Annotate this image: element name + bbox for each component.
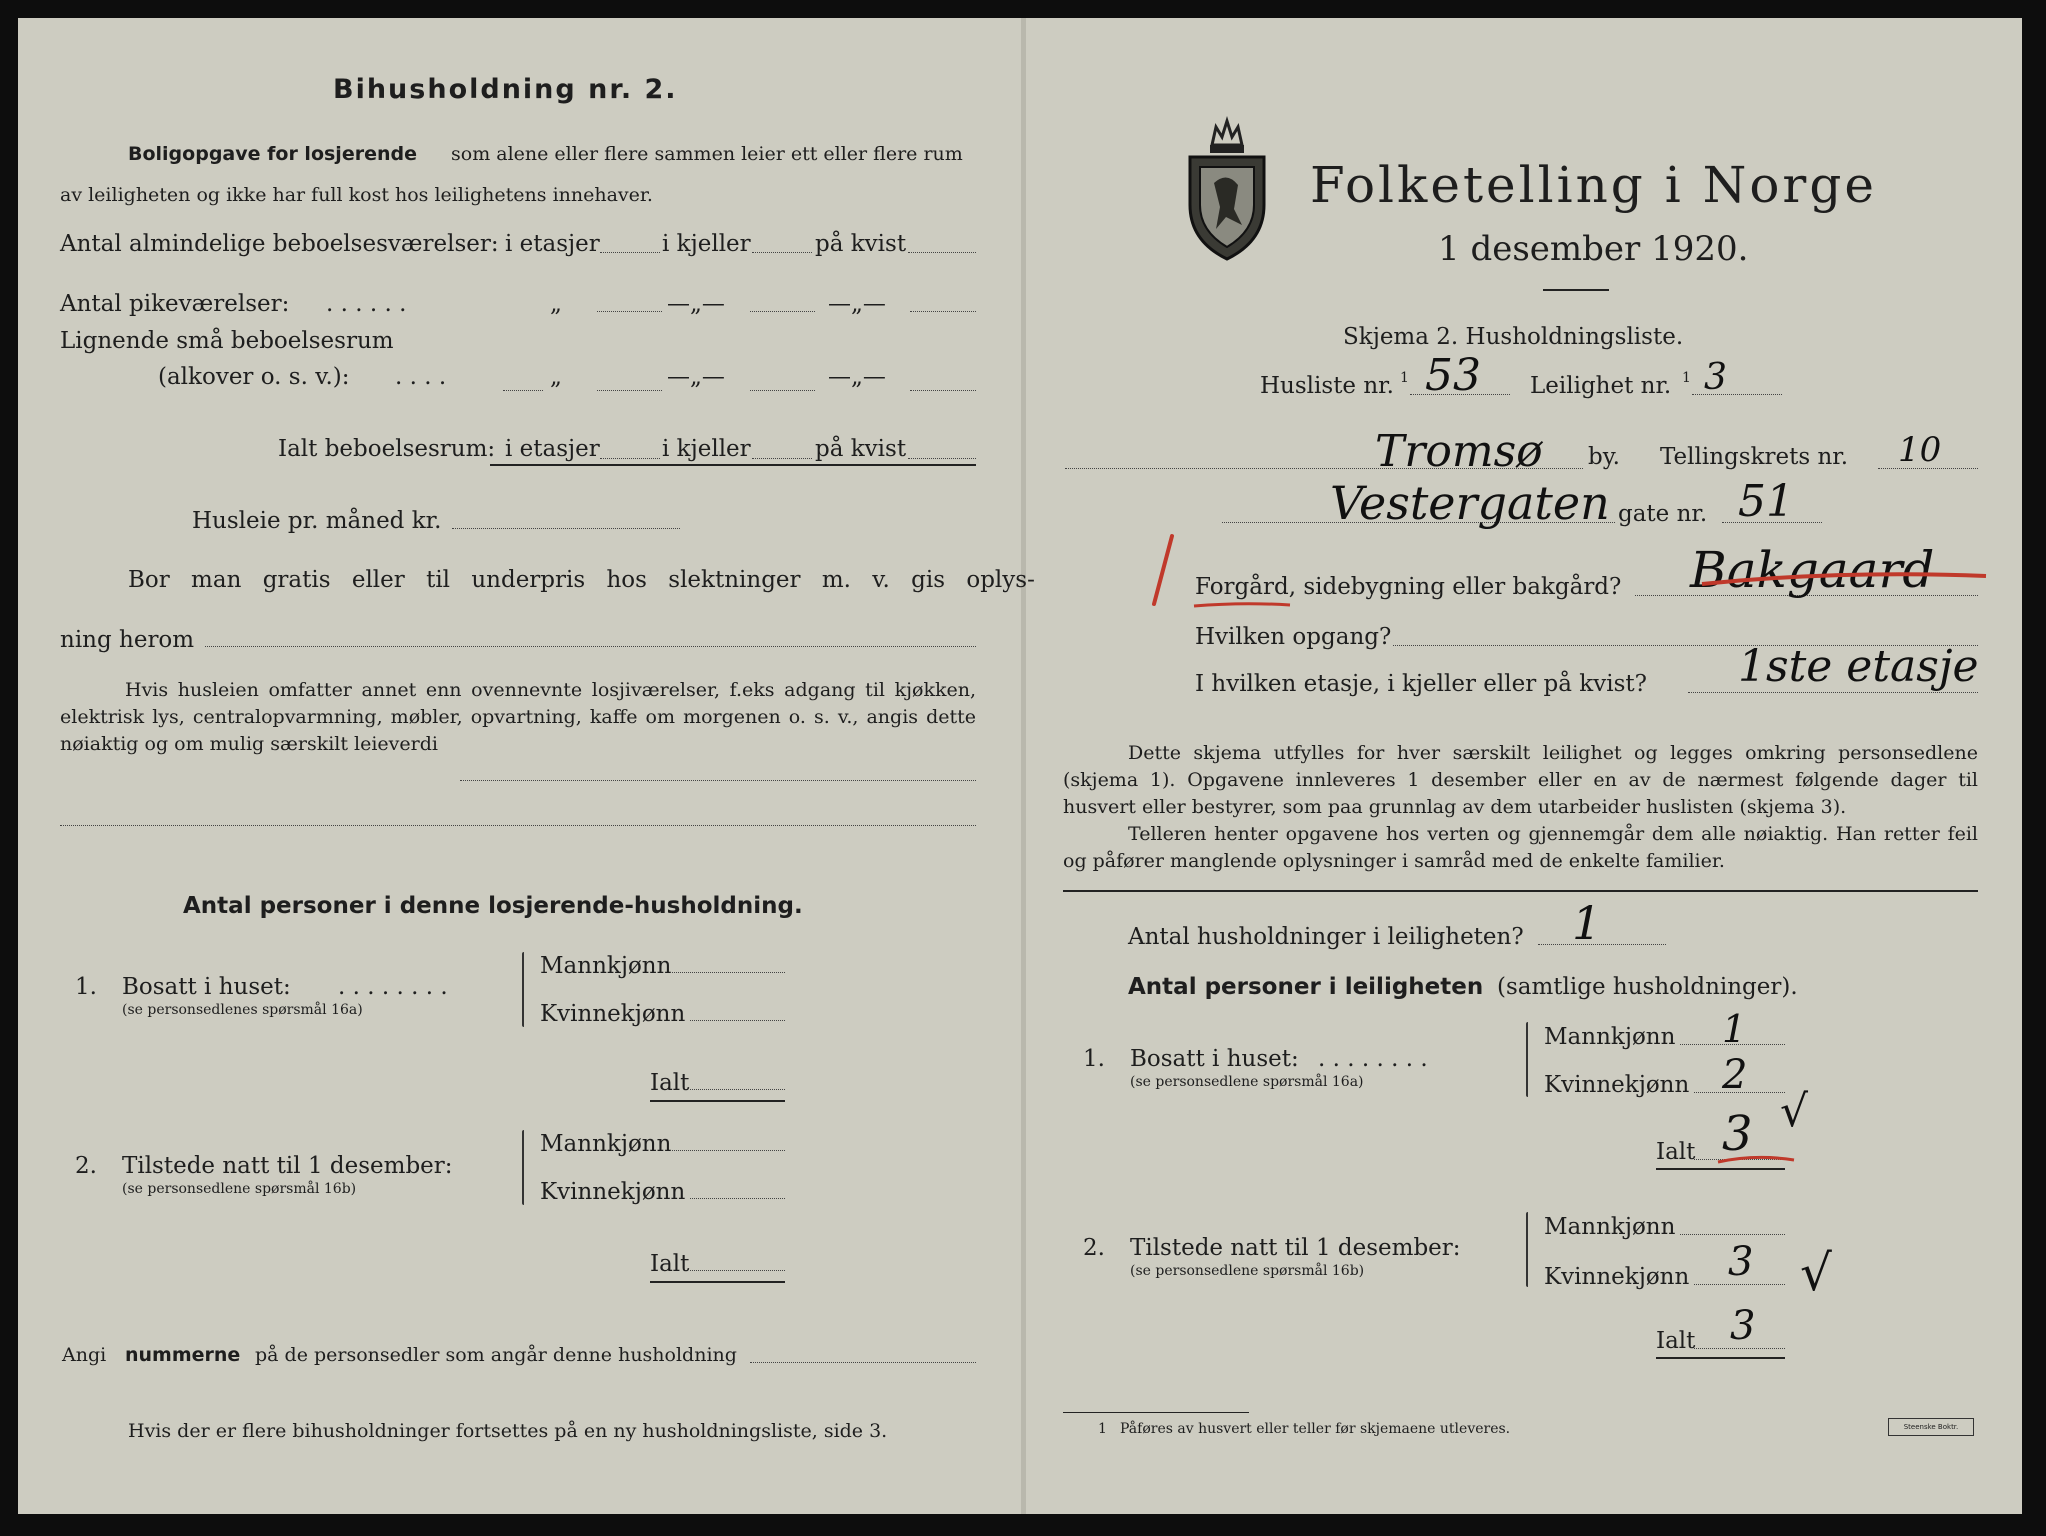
- pike-ditto: „: [550, 291, 562, 317]
- left-q1-ialt-label: Ialt: [650, 1070, 690, 1096]
- right-q1-ialt-value: 3: [1722, 1106, 1753, 1162]
- husliste-sup: 1: [1400, 370, 1409, 386]
- lign-lead-field[interactable]: [503, 390, 543, 391]
- ialt-etasjer-field[interactable]: [600, 458, 660, 459]
- right-q2-ialt-rule: [1656, 1357, 1785, 1359]
- pike-kjeller-field[interactable]: [750, 311, 815, 312]
- right-q2-num: 2.: [1083, 1235, 1105, 1261]
- left-q1-mann-label: Mannkjønn: [540, 953, 672, 979]
- forgaard-label: Forgård, sidebygning eller bakgård?: [1195, 574, 1622, 600]
- hush-value: 1: [1572, 896, 1602, 950]
- right-date: 1 desember 1920.: [1438, 229, 1749, 269]
- opgang-label: Hvilken opgang?: [1195, 624, 1392, 650]
- hush-label: Antal husholdninger i leiligheten?: [1128, 924, 1524, 950]
- left-q2-brace: [522, 1130, 524, 1205]
- left-q1-ialt-field[interactable]: [690, 1089, 785, 1090]
- husliste-label: Husliste nr.: [1260, 373, 1394, 399]
- husleie-label: Husleie pr. måned kr.: [192, 508, 442, 534]
- left-footer: Hvis der er flere bihusholdninger fortsettes på en ny husholdningsliste, side 3.: [128, 1420, 888, 1442]
- red-strikethrough-icon: [1700, 560, 1990, 600]
- left-q1-kvinne-field[interactable]: [690, 1020, 785, 1021]
- angi-pre: Angi: [62, 1344, 107, 1366]
- right-q2-kvinne-label: Kvinnekjønn: [1544, 1264, 1690, 1290]
- rooms-kjeller-field[interactable]: [752, 252, 812, 253]
- krets-value: 10: [1898, 430, 1942, 470]
- rooms-label: Antal almindelige beboelsesværelser:: [60, 231, 499, 257]
- page-fold: [1021, 18, 1026, 1514]
- husliste-value: 53: [1425, 350, 1481, 401]
- left-q2-ialt-field[interactable]: [690, 1270, 785, 1271]
- pike-ditto-2: —„—: [667, 291, 725, 317]
- ialt-rooms-label: Ialt beboelsesrum:: [278, 436, 496, 462]
- pike-kvist-field[interactable]: [910, 311, 976, 312]
- right-q1-kvinne-label: Kvinnekjønn: [1544, 1072, 1690, 1098]
- note-field[interactable]: [460, 780, 976, 781]
- lign-ditto-2: —„—: [667, 364, 725, 390]
- right-q1-brace: [1526, 1022, 1528, 1097]
- right-q1-sub: (se personsedlene spørsmål 16a): [1130, 1074, 1364, 1090]
- skjema-label: Skjema 2. Husholdningsliste.: [1343, 324, 1684, 350]
- forgaard-value: Bakgaard: [1690, 541, 1935, 599]
- right-q1-dots: . . . . . . . .: [1318, 1046, 1428, 1072]
- gratis-field[interactable]: [205, 646, 976, 647]
- left-q1-num: 1.: [75, 974, 97, 1000]
- left-q1-brace: [522, 952, 524, 1027]
- lign-ditto-3: —„—: [828, 364, 886, 390]
- husleie-field[interactable]: [452, 528, 680, 529]
- right-q1-ialt-rule: [1656, 1168, 1785, 1170]
- title-rule: [1543, 289, 1609, 291]
- rooms-kjeller-label: i kjeller: [662, 231, 751, 257]
- instruction-paragraph-2: Telleren henter opgavene hos verten og gjennemgår dem alle nøiaktig. Han retter feil og påfører manglende oplysninger i samråd med de enkelte familier.: [1063, 823, 1978, 872]
- left-q1-mann-field[interactable]: [672, 972, 785, 973]
- by-label: by.: [1588, 444, 1620, 470]
- pike-dots: . . . . . .: [326, 291, 407, 317]
- angi-bold: nummerne: [125, 1344, 241, 1366]
- instruction-paragraph-1: Dette skjema utfylles for hver særskilt leilighet og legges omkring personsedlene (skjema 1). Opgavene innleveres 1 desember eller en av de nærmest følgende dager til husvert eller bestyrer, som paa grunnlag av dem utarbeider huslisten (skjema 3).: [1063, 742, 1978, 818]
- pike-ditto-3: —„—: [828, 291, 886, 317]
- left-title: Bihusholdning nr. 2.: [333, 74, 678, 105]
- angi-field[interactable]: [750, 1362, 976, 1363]
- red-pencil-mark-icon: [1140, 530, 1180, 610]
- ialt-kvist-field[interactable]: [908, 458, 976, 459]
- right-persons-bold: Antal personer i leiligheten: [1128, 974, 1484, 1000]
- right-persons-rest: (samtlige husholdninger).: [1497, 974, 1798, 1000]
- lign-dots: . . . .: [395, 364, 447, 390]
- right-q2-mann-field[interactable]: [1680, 1234, 1785, 1235]
- angi-rest: på de personsedler som angår denne husholdning: [255, 1344, 737, 1366]
- instruction-rule: [1063, 890, 1978, 892]
- left-q1-ialt-rule: [650, 1100, 785, 1102]
- gate-label: gate nr.: [1618, 501, 1708, 527]
- note-field-2[interactable]: [60, 825, 976, 826]
- right-q1-ialt-label: Ialt: [1656, 1139, 1696, 1165]
- rooms-etasjer-field[interactable]: [600, 252, 660, 253]
- rooms-kvist-label: på kvist: [815, 231, 907, 257]
- intro-bold: Boligopgave for losjerende: [128, 143, 417, 165]
- right-q2-ialt-label: Ialt: [1656, 1328, 1696, 1354]
- ialt-kjeller-field[interactable]: [752, 458, 812, 459]
- intro-rest-2: av leiligheten og ikke har full kost hos leilighetens innehaver.: [60, 184, 653, 206]
- right-q1-mann-label: Mannkjønn: [1544, 1024, 1676, 1050]
- by-value: Tromsø: [1375, 426, 1543, 477]
- printer-stamp: Steenske Boktr.: [1888, 1418, 1974, 1436]
- right-q2-mann-label: Mannkjønn: [1544, 1214, 1676, 1240]
- left-persons-heading: Antal personer i denne losjerende-husholdning.: [183, 893, 803, 919]
- left-q2-kvinne-field[interactable]: [690, 1198, 785, 1199]
- etasje-field[interactable]: [1688, 692, 1978, 693]
- left-q2-num: 2.: [75, 1153, 97, 1179]
- footnote-mark: 1: [1098, 1421, 1107, 1437]
- left-q2-kvinne-label: Kvinnekjønn: [540, 1179, 686, 1205]
- left-q2-label: Tilstede natt til 1 desember:: [122, 1153, 453, 1179]
- note-paragraph: Hvis husleien omfatter annet enn ovennevnte losjiværelser, f.eks adgang til kjøkken, elektrisk lys, centralopvarmning, møbler, opvartning, kaffe om morgenen o. s. v., angis dette nøiaktig og om mulig særskilt leieverdi: [60, 679, 976, 755]
- gate-value: Vestergaten: [1330, 476, 1610, 530]
- ialt-kjeller-label: i kjeller: [662, 436, 751, 462]
- leilighet-value: 3: [1704, 357, 1727, 398]
- left-q1-kvinne-label: Kvinnekjønn: [540, 1001, 686, 1027]
- right-q1-label: Bosatt i huset:: [1130, 1046, 1299, 1072]
- lign-ditto: „: [550, 364, 562, 390]
- rooms-kvist-field[interactable]: [908, 252, 976, 253]
- coat-of-arms-icon: [1182, 113, 1272, 263]
- etasje-label: I hvilken etasje, i kjeller eller på kvist?: [1195, 671, 1647, 697]
- right-title: Folketelling i Norge: [1310, 156, 1877, 214]
- gratis-line-1: Bor man gratis eller til underpris hos slektninger m. v. gis oplys-: [128, 567, 1035, 593]
- leilighet-label: Leilighet nr.: [1530, 373, 1672, 399]
- ialt-kvist-label: på kvist: [815, 436, 907, 462]
- pike-label: Antal pikeværelser:: [60, 291, 290, 317]
- right-q2-kvinne-value: 3: [1728, 1239, 1754, 1285]
- left-q1-dots: . . . . . . . .: [338, 974, 448, 1000]
- rooms-etasjer-label: i etasjer: [505, 231, 600, 257]
- left-q2-mann-field[interactable]: [672, 1150, 785, 1151]
- right-q2-brace: [1526, 1212, 1528, 1287]
- hush-field[interactable]: [1538, 944, 1666, 945]
- lign-label-1: Lignende små beboelsesrum: [60, 328, 394, 354]
- left-q2-ialt-label: Ialt: [650, 1251, 690, 1277]
- right-q1-mann-value: 1: [1722, 1007, 1747, 1051]
- right-q2-check: √: [1800, 1244, 1832, 1302]
- right-q2-sub: (se personsedlene spørsmål 16b): [1130, 1263, 1365, 1279]
- lign-kjeller-field[interactable]: [750, 390, 815, 391]
- ialt-rooms-rule: [490, 464, 976, 466]
- footnote-rule: [1063, 1412, 1249, 1413]
- left-q1-label: Bosatt i huset:: [122, 974, 291, 1000]
- left-q2-mann-label: Mannkjønn: [540, 1131, 672, 1157]
- right-q1-check: √: [1780, 1086, 1809, 1137]
- krets-label: Tellingskrets nr.: [1660, 444, 1849, 470]
- left-q1-sub: (se personsedlenes spørsmål 16a): [122, 1002, 363, 1018]
- etasje-value: 1ste etasje: [1738, 641, 1979, 692]
- right-q1-kvinne-value: 2: [1722, 1052, 1748, 1098]
- pike-etasjer-field[interactable]: [597, 311, 662, 312]
- gratis-line-2: ning herom: [60, 627, 195, 653]
- right-q2-label: Tilstede natt til 1 desember:: [1130, 1235, 1461, 1261]
- leilighet-sup: 1: [1682, 370, 1691, 386]
- left-q2-sub: (se personsedlene spørsmål 16b): [122, 1181, 357, 1197]
- forgaard-underline-icon: [1192, 600, 1292, 610]
- left-q2-ialt-rule: [650, 1281, 785, 1283]
- lign-label-2: (alkover o. s. v.):: [158, 364, 350, 390]
- right-q1-num: 1.: [1083, 1046, 1105, 1072]
- ialt-etasjer-label: i etasjer: [505, 436, 600, 462]
- right-q2-ialt-value: 3: [1730, 1303, 1756, 1349]
- footnote-text: Påføres av husvert eller teller før skjemaene utleveres.: [1120, 1421, 1511, 1437]
- lign-etasjer-field[interactable]: [597, 390, 662, 391]
- intro-rest-1: som alene eller flere sammen leier ett eller flere rum: [451, 143, 963, 165]
- lign-kvist-field[interactable]: [910, 390, 976, 391]
- right-q1-red-underline-icon: [1716, 1150, 1796, 1170]
- gate-nr-value: 51: [1738, 476, 1794, 527]
